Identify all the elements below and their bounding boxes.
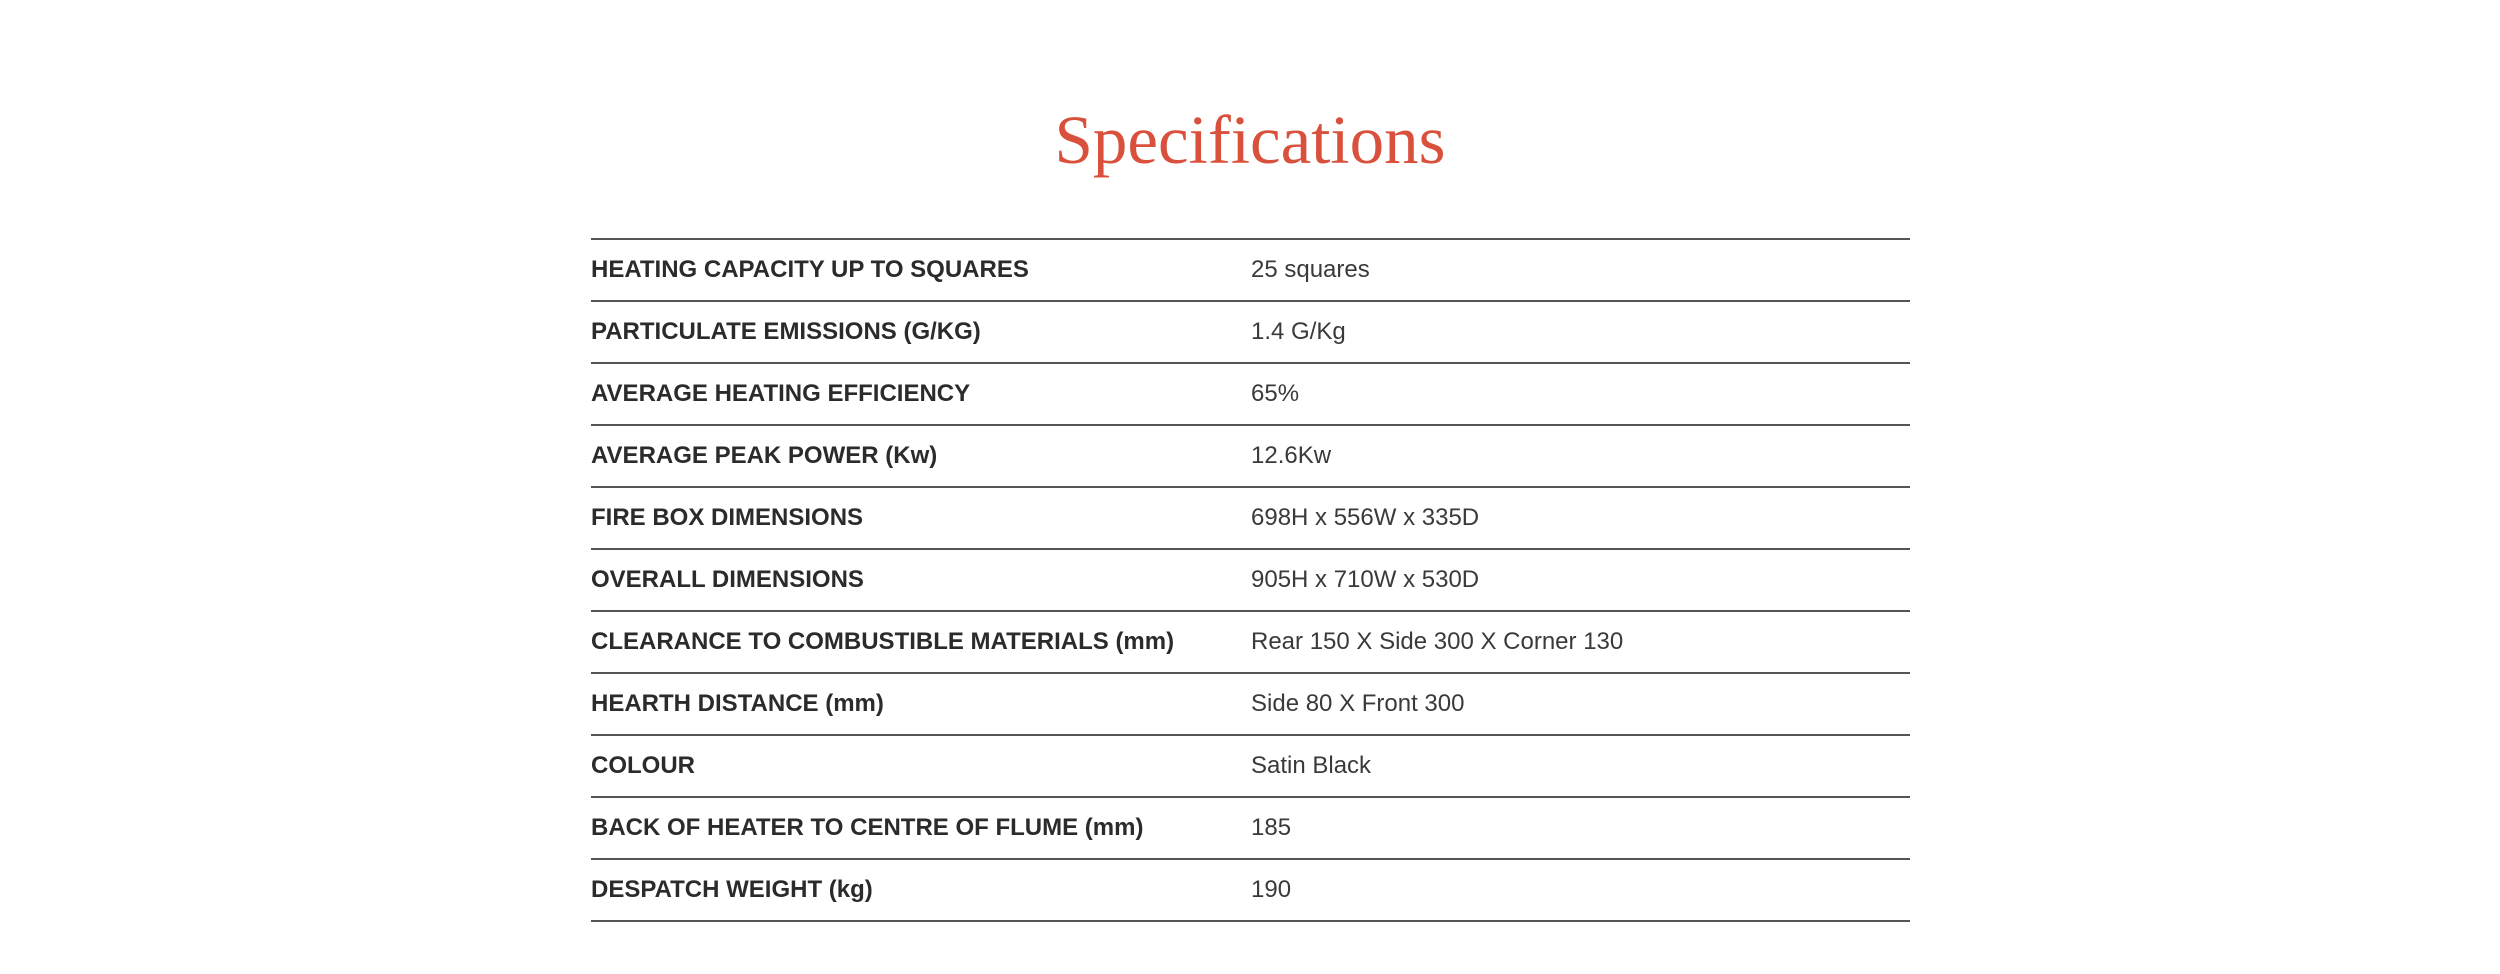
spec-value: 1.4 G/Kg [1251, 318, 1346, 345]
spec-label: FIRE BOX DIMENSIONS [591, 504, 864, 531]
spec-value: 190 [1251, 876, 1292, 903]
spec-value: 65% [1251, 380, 1300, 407]
table-row [591, 674, 1910, 736]
spec-label: OVERALL DIMENSIONS [591, 566, 864, 593]
table-row [591, 426, 1910, 488]
table-row [591, 302, 1910, 364]
table-row [591, 736, 1910, 798]
spec-value: 185 [1251, 814, 1292, 841]
specifications-table [591, 238, 1910, 922]
spec-value: 25 squares [1251, 256, 1370, 283]
page-title: Specifications [1054, 102, 1446, 178]
table-row [591, 550, 1910, 612]
spec-value: Rear 150 X Side 300 X Corner 130 [1251, 628, 1624, 655]
table-row [591, 240, 1910, 302]
spec-value: Satin Black [1251, 752, 1372, 779]
table-row [591, 798, 1910, 860]
spec-label: AVERAGE HEATING EFFICIENCY [591, 380, 971, 407]
spec-value: 12.6Kw [1251, 442, 1332, 469]
spec-label: DESPATCH WEIGHT (kg) [591, 876, 873, 903]
spec-label: PARTICULATE EMISSIONS (G/KG) [591, 318, 981, 345]
spec-value: 698H x 556W x 335D [1251, 504, 1480, 531]
table-row [591, 488, 1910, 550]
spec-label: HEATING CAPACITY UP TO SQUARES [591, 256, 1029, 283]
spec-label: AVERAGE PEAK POWER (Kw) [591, 442, 938, 469]
spec-label: BACK OF HEATER TO CENTRE OF FLUME (mm) [591, 814, 1144, 841]
spec-value: 905H x 710W x 530D [1251, 566, 1480, 593]
spec-label: HEARTH DISTANCE (mm) [591, 690, 884, 717]
table-row [591, 364, 1910, 426]
table-row [591, 612, 1910, 674]
spec-label: COLOUR [591, 752, 695, 779]
spec-label: CLEARANCE TO COMBUSTIBLE MATERIALS (mm) [591, 628, 1175, 655]
table-row [591, 860, 1910, 922]
spec-value: Side 80 X Front 300 [1251, 690, 1465, 717]
